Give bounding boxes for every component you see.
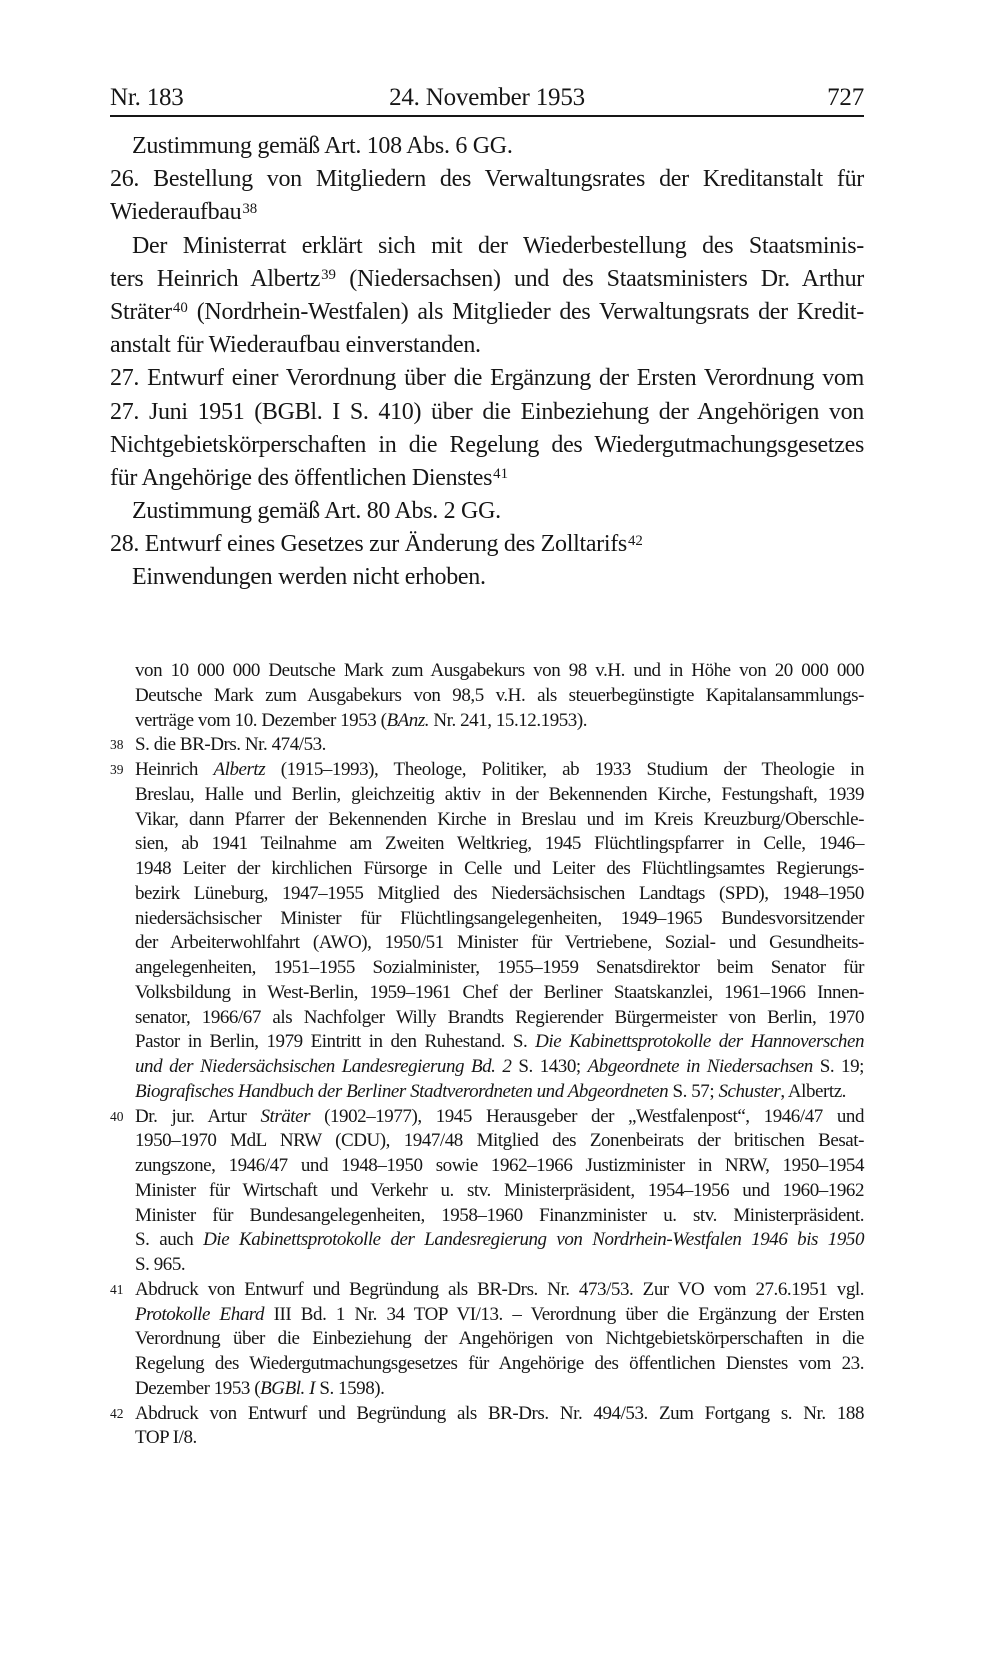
text-segment: S. 19; (812, 1056, 864, 1077)
italic-text: Biografisches Handbuch der Berliner Stadtverordneten und Abgeordneten (135, 1080, 669, 1102)
text-line (135, 758, 864, 783)
text-line (135, 1030, 864, 1055)
text-segment: Minister für Wirtschaft und Verkehr u. stv. Ministerpräsident, 1954–1956 und 1960–1962 (135, 1179, 864, 1201)
text-segment: Pastor in Berlin, 1979 Eintritt in den Ruhestand. S. (135, 1031, 536, 1053)
footnote-marker: 41 (110, 1281, 124, 1297)
text-segment: (1902–1977), 1945 Herausgeber der „Westfalenpost“, 1946/47 und (310, 1105, 864, 1127)
footnote-reference: 39 (321, 267, 336, 284)
text-line (135, 1303, 864, 1328)
footnote-marker: 38 (110, 737, 124, 753)
text-segment: Nichtgebietskörperschaften in die Regelung des Wiedergutmachungsgesetzes (110, 431, 864, 458)
text-segment: S. die BR-Drs. Nr. 474/53. (135, 734, 326, 756)
text-line (110, 396, 864, 429)
text-line (110, 561, 864, 594)
text-line (135, 1228, 864, 1253)
italic-text: und der Niedersächsischen Landesregierung Bd. 2 (135, 1056, 512, 1077)
text-segment: S. 57; (668, 1080, 719, 1102)
text-segment: (Nordrhein-Westfalen) als Mitglieder des Verwaltungsrats der Kredit- (187, 298, 864, 325)
header-issue-number: Nr. 183 (110, 84, 184, 111)
text-segment: Deutsche Mark zum Ausgabekurs von 98,5 v.H. als steuerbegünstigte Kapitalansammlungs- (135, 684, 864, 706)
text-line (135, 659, 864, 684)
text-segment: Wiederaufbau (110, 199, 242, 226)
italic-text: BGBl. I (260, 1377, 316, 1399)
text-line (135, 1352, 864, 1377)
text-segment: , Albertz. (780, 1080, 846, 1102)
text-line (110, 495, 864, 528)
text-line (135, 1402, 864, 1427)
text-line (135, 1377, 864, 1402)
italic-text: Die Kabinettsprotokolle der Landesregierung von Nordrhein-Westfalen 1946 bis 1950 (203, 1229, 864, 1251)
text-segment: 1950–1970 MdL NRW (CDU), 1947/48 Mitglied des Zonenbeirats der britischen Besat- (135, 1130, 864, 1152)
italic-text: Sträter (260, 1105, 311, 1127)
footnote-40 (110, 1105, 864, 1278)
text-segment: TOP I/8. (135, 1427, 197, 1449)
footnote-reference: 38 (242, 200, 258, 217)
text-line (135, 1204, 864, 1229)
text-segment: verträge vom 10. Dezember 1953 ( (135, 709, 387, 731)
text-segment: S. 1430; (511, 1056, 588, 1077)
text-segment: (Niedersachsen) und des Staatsministers Dr. Arthur (335, 265, 864, 292)
page-header (110, 84, 864, 112)
text-segment: Verordnung über die Einbeziehung der Angehörigen von Nichtgebietskörperschaften in die (135, 1328, 864, 1350)
text-segment: Dr. jur. Artur (135, 1105, 261, 1127)
footnote-continuation (110, 659, 864, 733)
text-segment: für Angehörige des öffentlichen Dienstes (110, 464, 493, 491)
text-segment: III Bd. 1 Nr. 34 TOP VI/13. – Verordnung über die Ergänzung der Ersten (264, 1303, 865, 1325)
text-line (135, 684, 864, 709)
text-line (135, 832, 864, 857)
footnote-41 (110, 1278, 864, 1402)
footnote-marker: 42 (110, 1405, 124, 1421)
text-line (135, 1253, 864, 1278)
text-line (135, 956, 864, 981)
text-segment: Zustimmung gemäß Art. 108 Abs. 6 GG. (132, 133, 513, 159)
text-segment: 1948 Leiter der kirchlichen Fürsorge in Celle und Leiter des Flüchtlingsamtes Regierungs- (135, 858, 864, 879)
text-segment: Dezember 1953 ( (135, 1377, 261, 1399)
text-segment: Abdruck von Entwurf und Begründung als BR-Drs. Nr. 473/53. Zur VO vom 27.6.1951 vgl. (135, 1278, 864, 1300)
footnote-reference: 41 (493, 466, 508, 483)
text-line (135, 882, 864, 907)
text-segment: der Arbeiterwohlfahrt (AWO), 1950/51 Minister für Vertriebene, Sozial- und Gesundheits- (135, 932, 864, 954)
italic-text: Protokolle Ehard (135, 1303, 265, 1325)
italic-text: Abgeordnete in Niedersachsen (587, 1056, 813, 1077)
footnote-marker: 39 (110, 762, 124, 777)
footnote-42 (110, 1402, 864, 1452)
text-segment: zungszone, 1946/47 und 1948–1950 sowie 1962–1966 Justizminister in NRW, 1950–1954 (135, 1155, 864, 1176)
footnote-38 (110, 733, 864, 758)
header-rule (110, 115, 864, 117)
text-segment: 27. Entwurf einer Verordnung über die Ergänzung der Ersten Verordnung vom (110, 365, 864, 392)
text-segment: Einwendungen werden nicht erhoben. (132, 564, 486, 591)
text-line (135, 783, 864, 808)
text-segment: 27. Juni 1951 (BGBl. I S. 410) über die Einbeziehung der Angehörigen von (110, 398, 864, 425)
text-line (110, 263, 864, 296)
text-line (135, 1154, 864, 1179)
text-segment: senator, 1966/67 als Nachfolger Willy Brandts Regierender Bürgermeister von Berlin, 1970 (135, 1006, 864, 1028)
text-segment: Breslau, Halle und Berlin, gleichzeitig aktiv in der Bekennenden Kirche, Festungshaft, 1939 (135, 783, 864, 805)
text-line (135, 1080, 864, 1105)
italic-text: Schuster (718, 1080, 781, 1102)
text-line (110, 528, 864, 561)
text-line (110, 196, 864, 229)
text-segment: Volksbildung in West-Berlin, 1959–1961 Chef der Berliner Staatskanzlei, 1961–1966 Innen- (135, 981, 864, 1003)
text-segment: von 10 000 000 Deutsche Mark zum Ausgabekurs von 98 v.H. und in Höhe von 20 000 000 (135, 660, 864, 681)
text-line (135, 709, 864, 734)
text-line (135, 1055, 864, 1080)
text-segment: Zustimmung gemäß Art. 80 Abs. 2 GG. (132, 498, 501, 525)
italic-text: Albertz (213, 759, 266, 780)
footnotes-section (110, 659, 864, 1451)
header-date: 24. November 1953 (389, 84, 585, 111)
text-line (135, 1179, 864, 1204)
text-segment: angelegenheiten, 1951–1955 Sozialminister, 1955–1959 Senatsdirektor beim Senator für (135, 957, 864, 978)
text-line (135, 857, 864, 882)
footnote-reference: 40 (172, 300, 188, 317)
text-line (110, 130, 864, 163)
text-segment: niedersächsischer Minister für Flüchtlingsangelegenheiten, 1949–1965 Bundesvorsitzender (135, 907, 864, 929)
footnote-39 (110, 758, 864, 1105)
text-line (110, 429, 864, 462)
text-segment: Heinrich (135, 759, 214, 780)
main-text (110, 130, 864, 595)
text-segment: sien, ab 1941 Teilnahme am Zweiten Weltkrieg, 1945 Flüchtlingspfarrer in Celle, 1946– (135, 833, 864, 855)
text-segment: 28. Entwurf eines Gesetzes zur Änderung des Zolltarifs (110, 531, 627, 558)
text-segment: (1915–1993), Theologe, Politiker, ab 1933 Studium der Theologie in (265, 759, 864, 780)
text-line (110, 163, 864, 196)
text-line (110, 462, 864, 495)
text-line (135, 1129, 864, 1154)
text-segment: S. 1598). (315, 1377, 385, 1399)
text-segment: 26. Bestellung von Mitgliedern des Verwaltungsrates der Kreditanstalt für (110, 166, 864, 193)
text-line (135, 1426, 864, 1451)
text-segment: Minister für Bundesangelegenheiten, 1958–1960 Finanzminister u. stv. Ministerpräsident. (135, 1204, 864, 1226)
text-line (110, 329, 864, 362)
text-line (135, 808, 864, 833)
footnote-marker: 40 (110, 1108, 124, 1124)
text-line (135, 1327, 864, 1352)
text-segment: anstalt für Wiederaufbau einverstanden. (110, 332, 481, 359)
text-line (135, 1105, 864, 1130)
text-segment: Abdruck von Entwurf und Begründung als BR-Drs. Nr. 494/53. Zum Fortgang s. Nr. 188 (135, 1402, 864, 1424)
text-segment: Regelung des Wiedergutmachungsgesetzes für Angehörige des öffentlichen Dienstes vom 23. (135, 1353, 864, 1374)
text-line (135, 981, 864, 1006)
text-segment: Der Ministerrat erklärt sich mit der Wiederbestellung des Staatsminis- (132, 232, 864, 259)
text-segment: Vikar, dann Pfarrer der Bekennenden Kirche in Breslau und im Kreis Kreuzburg/Oberschle- (135, 808, 864, 830)
italic-text: Die Kabinettsprotokolle der Hannoverschen (535, 1031, 864, 1053)
text-segment: S. 965. (135, 1254, 186, 1275)
text-segment: ters Heinrich Albertz (110, 265, 321, 292)
text-line (135, 1006, 864, 1031)
header-page-number: 727 (827, 84, 864, 111)
text-segment: S. auch (135, 1229, 204, 1251)
text-line (110, 230, 864, 263)
text-line (110, 296, 864, 329)
text-segment: Nr. 241, 15.12.1953). (429, 709, 588, 731)
text-segment: Sträter (110, 298, 172, 325)
text-line (135, 931, 864, 956)
footnote-reference: 42 (627, 532, 643, 549)
text-line (135, 907, 864, 932)
text-line (135, 1278, 864, 1303)
italic-text: BAnz. (386, 709, 430, 731)
text-line (135, 733, 864, 758)
text-line (110, 362, 864, 395)
text-segment: bezirk Lüneburg, 1947–1955 Mitglied des Niedersächsischen Landtags (SPD), 1948–1950 (135, 882, 864, 904)
